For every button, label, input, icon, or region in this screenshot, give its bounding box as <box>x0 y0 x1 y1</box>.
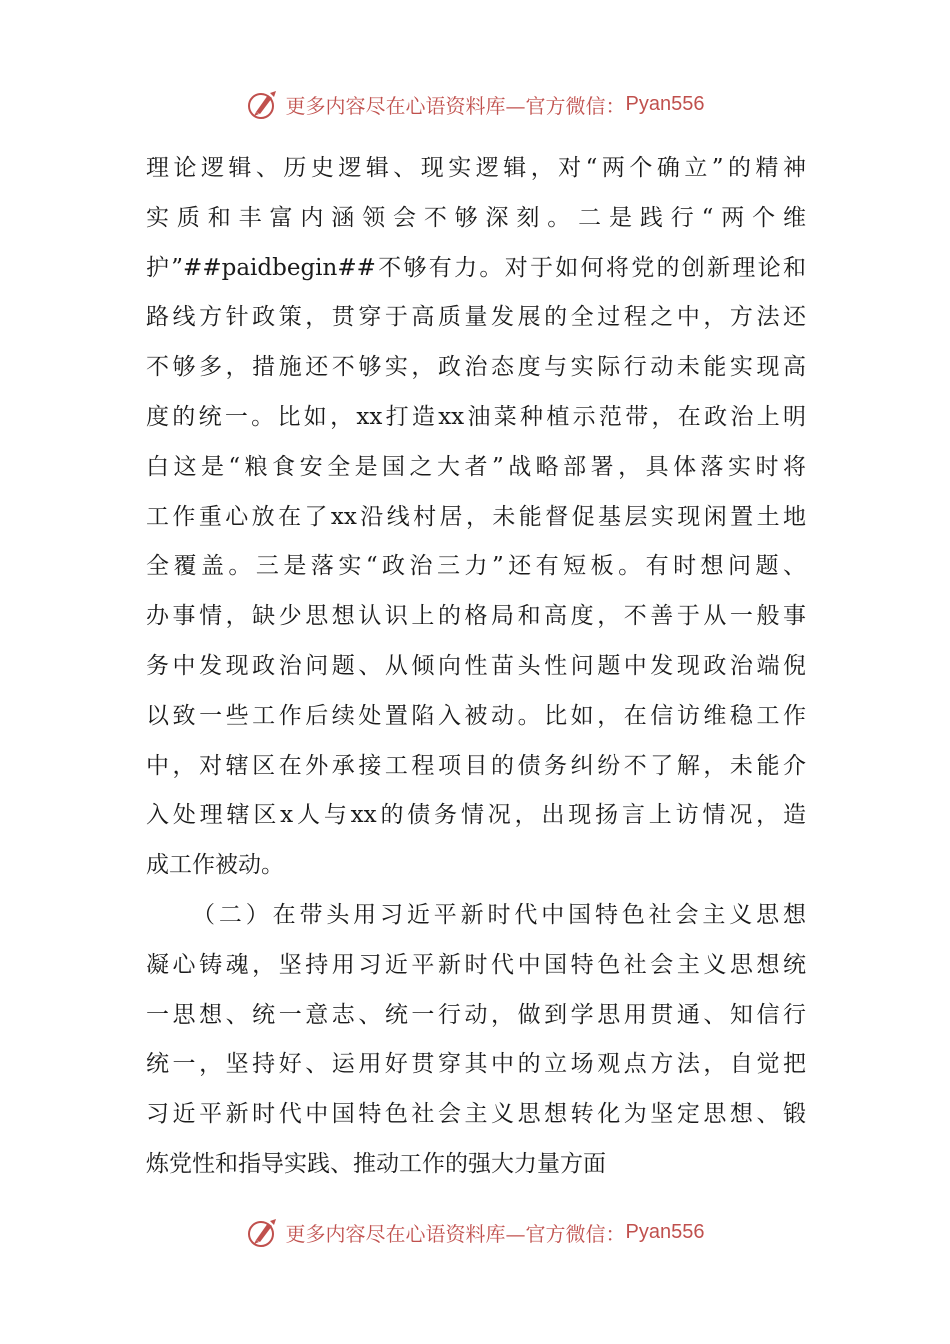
section-heading-line: （二）在带头用习近平新时代中国特色社会主义思想 <box>192 901 806 928</box>
body-line: 一思想、统一意志、统一行动，做到学思用贯通、知信行 <box>146 1001 806 1028</box>
body-line: 成工作被动。 <box>146 852 284 879</box>
watermark-text: 更多内容尽在心语资料库—官方微信： <box>285 1221 626 1246</box>
body-line: 理论逻辑、历史逻辑、现实逻辑，对“两个确立”的精神 <box>146 155 806 181</box>
body-line: 务中发现政治问题、从倾向性苗头性问题中发现政治端倪 <box>146 652 806 679</box>
header-watermark <box>0 84 950 124</box>
body-line: 白这是“粮食安全是国之大者”战略部署，具体落实时将 <box>146 453 806 480</box>
body-line: 工作重心放在了xx沿线村居，未能督促基层实现闲置土地 <box>146 503 806 530</box>
body-line: 度的统一。比如，xx打造xx油菜种植示范带，在政治上明 <box>146 403 806 430</box>
pen-nib-circle-icon <box>246 1215 280 1249</box>
watermark-text: 更多内容尽在心语资料库—官方微信： <box>285 93 626 118</box>
body-line: 护”##paidbegin##不够有力。对于如何将党的创新理论和 <box>146 254 806 281</box>
body-line: 凝心铸魂，坚持用习近平新时代中国特色社会主义思想统 <box>146 951 806 978</box>
pen-nib-circle-icon <box>246 87 280 121</box>
body-line: 习近平新时代中国特色社会主义思想转化为坚定思想、锻 <box>146 1101 806 1128</box>
body-line: 办事情，缺少思想认识上的格局和高度，不善于从一般事 <box>146 603 806 630</box>
watermark-handle: Pyan556 <box>625 1220 705 1243</box>
body-line: 炼党性和指导实践、推动工作的强大力量方面 <box>146 1150 606 1177</box>
document-body <box>146 144 806 1190</box>
footer-watermark <box>0 1212 950 1252</box>
body-line: 入处理辖区x人与xx的债务情况，出现扬言上访情况，造 <box>146 802 806 829</box>
body-line: 统一，坚持好、运用好贯穿其中的立场观点方法，自觉把 <box>146 1051 806 1078</box>
body-line: 实质和丰富内涵领会不够深刻。二是践行“两个维 <box>146 204 806 231</box>
body-line: 以致一些工作后续处置陷入被动。比如，在信访维稳工作 <box>146 702 806 729</box>
body-line: 路线方针政策，贯穿于高质量发展的全过程之中，方法还 <box>146 304 806 331</box>
watermark-handle: Pyan556 <box>625 92 705 115</box>
body-line: 全覆盖。三是落实“政治三力”还有短板。有时想问题、 <box>146 553 806 580</box>
body-line: 不够多，措施还不够实，政治态度与实际行动未能实现高 <box>146 354 806 381</box>
body-line: 中，对辖区在外承接工程项目的债务纠纷不了解，未能介 <box>146 752 806 779</box>
